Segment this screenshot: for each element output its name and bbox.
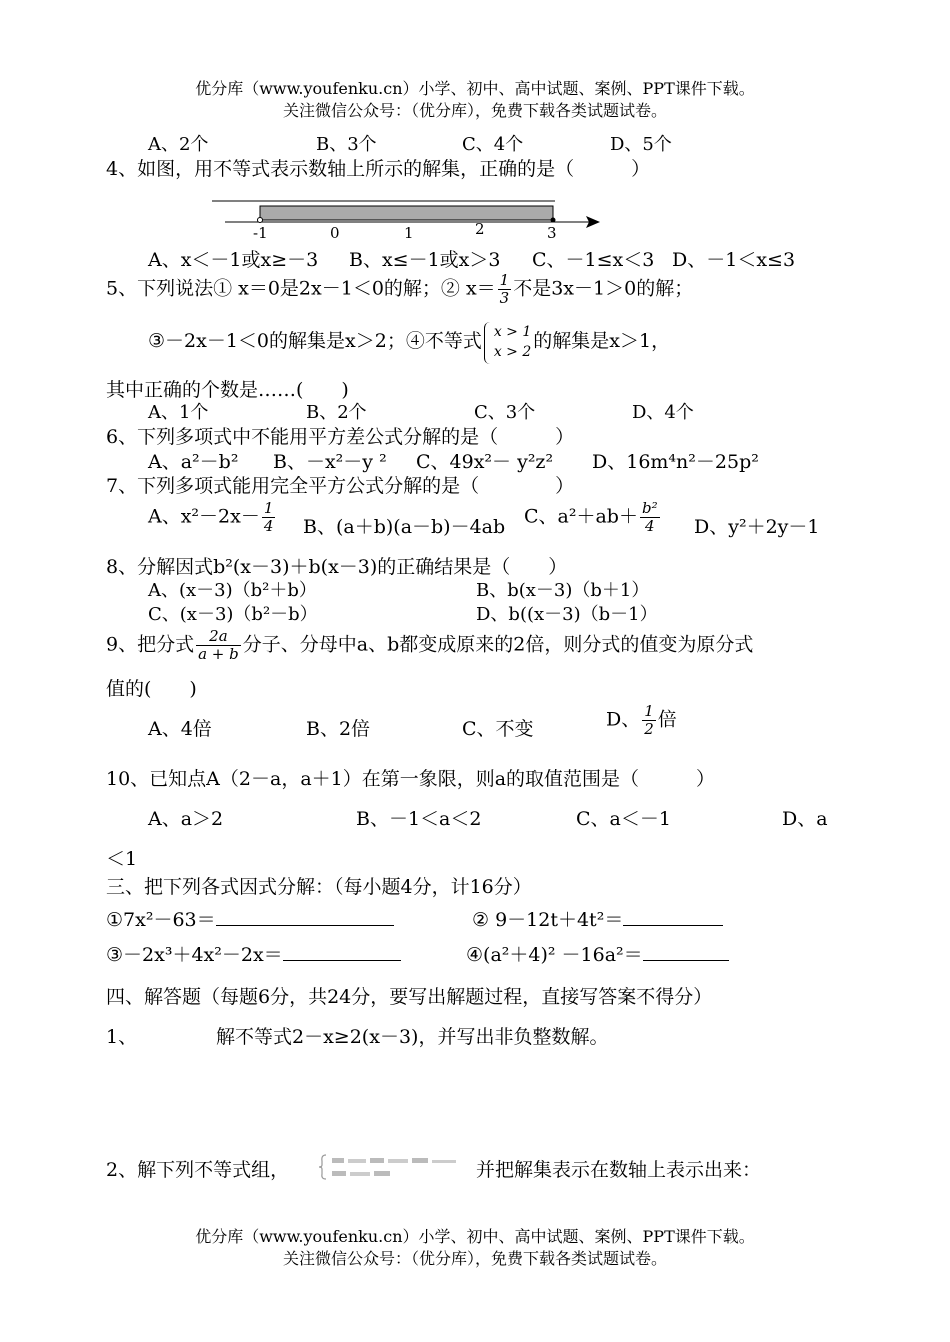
s4-q1-text: 解不等式2－x≥2(x－3)，并写出非负整数解。	[216, 1026, 609, 1048]
q9-option-c: C、不变	[462, 718, 534, 740]
q5-line-1	[106, 272, 693, 307]
q9-frac-den: a + b	[198, 645, 239, 663]
q9-line-1	[106, 628, 753, 663]
q7-c-den: 4	[645, 517, 655, 535]
q7-option-d: D、y²＋2y－1	[694, 516, 820, 538]
answer-blank-4[interactable]	[643, 960, 729, 961]
q10-option-d-wrap: ＜1	[106, 848, 138, 870]
q10-option-c: C、a＜－1	[576, 808, 671, 830]
q7-a-fraction	[262, 500, 276, 535]
q6-option-c: C、49x²－ y²z²	[416, 451, 554, 473]
section-4-title: 四、解答题（每题6分，共24分，要写出解题过程，直接写答案不得分）	[106, 986, 713, 1008]
q5-text-d: 的解集是x＞1，	[533, 330, 671, 352]
q8-option-a: A、(x－3)（b²＋b）	[148, 580, 317, 601]
q10-option-a: A、a＞2	[148, 808, 224, 830]
q3-option-a: A、2个	[148, 134, 209, 155]
s4-q1-number: 1、	[106, 1026, 138, 1048]
q9-option-a: A、4倍	[148, 718, 212, 740]
factor-item-3-text: ③－2x³＋4x²－2x＝	[106, 944, 283, 966]
factor-item-2	[472, 905, 723, 932]
s4-q2-inequality-image	[318, 1152, 473, 1182]
q3-option-b: B、3个	[316, 134, 377, 155]
q9-d-suffix: 倍	[657, 708, 677, 731]
tick-label-0: 0	[330, 224, 340, 242]
q7-option-c	[524, 500, 662, 535]
q4-option-c: C、－1≤x＜3	[532, 249, 655, 271]
q5-text-b: 不是3x－1＞0的解；	[513, 277, 694, 300]
q5-option-d: D、4个	[632, 402, 694, 423]
q7-option-a	[148, 500, 277, 535]
footer-line-1: 优分库（www.youfenku.cn）小学、初中、高中试题、案例、PPT课件下载。	[195, 1227, 755, 1246]
tick-label-neg1: -1	[253, 224, 268, 242]
q6-option-d: D、16m⁴n²－25p²	[592, 451, 759, 473]
factor-item-2-text: ② 9－12t＋4t²＝	[472, 909, 624, 931]
q7-a-num: 1	[263, 499, 274, 517]
s4-q2-text-a: 2、解下列不等式组，	[106, 1159, 290, 1181]
open-endpoint-left	[258, 218, 263, 223]
answer-blank-1[interactable]	[216, 925, 394, 926]
q9-text-a: 9、把分式	[106, 633, 195, 656]
q9-fraction	[196, 628, 241, 663]
q7-a-den: 4	[263, 517, 274, 535]
q5-option-a: A、1个	[148, 402, 209, 423]
brace-icon	[484, 322, 492, 364]
q10-option-b: B、－1＜a＜2	[356, 808, 482, 830]
q5-fraction	[498, 272, 512, 307]
s4-q2-text-b: 并把解集表示在数轴上表示出来：	[476, 1159, 762, 1181]
q9-option-d	[606, 703, 677, 738]
q5-line-3: 其中正确的个数是……( )	[106, 379, 349, 401]
factor-item-4-text: ④(a²＋4)² －16a²＝	[466, 944, 643, 966]
q10-option-d: D、a	[782, 808, 828, 830]
q7-c-text: C、a²＋ab＋	[524, 505, 638, 528]
q5-option-c: C、3个	[474, 402, 536, 423]
answer-blank-3[interactable]	[283, 960, 401, 961]
q9-frac-num: 2a	[196, 628, 241, 646]
q5-sys-top: x > 1	[493, 324, 532, 340]
q7-c-num: b²	[641, 499, 658, 517]
q10-stem: 10、已知点A（2－a，a＋1）在第一象限，则a的取值范围是（ ）	[106, 768, 716, 790]
q8-option-d: D、b((x－3)（b－1）	[476, 604, 658, 625]
header-line-1: 优分库（www.youfenku.cn）小学、初中、高中试题、案例、PPT课件下载。	[195, 79, 755, 98]
q9-option-b: B、2倍	[306, 718, 371, 740]
answer-blank-2[interactable]	[623, 925, 723, 926]
factor-item-3	[106, 940, 401, 967]
q9-d-fraction	[642, 703, 656, 738]
q7-a-text: A、x²－2x－	[148, 505, 260, 528]
q4-option-d: D、－1＜x≤3	[672, 249, 796, 271]
q5-option-b: B、2个	[306, 402, 367, 423]
factor-item-1	[106, 905, 394, 932]
q3-option-d: D、5个	[610, 134, 672, 155]
q7-option-b: B、(a＋b)(a－b)－4ab	[303, 516, 506, 538]
q5-frac-num: 1	[499, 271, 510, 289]
q8-option-b: B、b(x－3)（b＋1）	[476, 580, 650, 601]
q5-frac-den: 3	[499, 289, 510, 307]
q9-d-text: D、	[606, 708, 641, 731]
q7-c-fraction	[640, 500, 660, 535]
factor-item-4	[466, 940, 729, 967]
q7-stem: 7、下列多项式能用完全平方公式分解的是（ ）	[106, 475, 575, 497]
q6-option-b: B、－x²－y ²	[273, 451, 387, 473]
q3-option-c: C、4个	[462, 134, 524, 155]
closed-endpoint-right	[551, 218, 556, 223]
q9-d-num: 1	[644, 702, 654, 720]
number-line-figure	[205, 196, 615, 244]
q5-text-c: ③－2x－1＜0的解集是x＞2；④不等式	[148, 330, 482, 352]
q6-stem: 6、下列多项式中不能用平方差公式分解的是（ ）	[106, 426, 575, 448]
q5-line-2	[148, 322, 670, 362]
q9-d-den: 2	[644, 720, 654, 738]
tick-label-1: 1	[404, 224, 414, 242]
factor-item-1-text: ①7x²－63＝	[106, 909, 216, 931]
tick-label-2: 2	[475, 220, 485, 238]
q8-option-c: C、(x－3)（b²－b）	[148, 604, 318, 625]
q4-stem: 4、如图，用不等式表示数轴上所示的解集，正确的是（ ）	[106, 158, 651, 180]
section-3-title: 三、把下列各式因式分解：（每小题4分，计16分）	[106, 876, 532, 898]
q4-option-b: B、x≤－1或x＞3	[349, 249, 501, 271]
q9-line-2: 值的( )	[106, 678, 197, 700]
q4-option-a: A、x＜－1或x≥－3	[148, 249, 319, 271]
header-line-2: 关注微信公众号：（优分库），免费下载各类试题试卷。	[282, 101, 667, 120]
footer-line-2: 关注微信公众号：（优分库），免费下载各类试题试卷。	[282, 1249, 667, 1268]
q5-inequality-system	[484, 322, 531, 362]
q8-stem: 8、分解因式b²(x－3)＋b(x－3)的正确结果是（ ）	[106, 556, 568, 578]
q5-sys-bot: x > 2	[493, 344, 532, 360]
q6-option-a: A、a²－b²	[148, 451, 239, 473]
q5-text-a: 5、下列说法① x＝0是2x－1＜0的解；② x＝	[106, 277, 496, 300]
q9-text-b: 分子、分母中a、b都变成原来的2倍，则分式的值变为原分式	[242, 633, 754, 656]
solution-interval-bar	[260, 206, 553, 220]
tick-label-3: 3	[547, 224, 557, 242]
